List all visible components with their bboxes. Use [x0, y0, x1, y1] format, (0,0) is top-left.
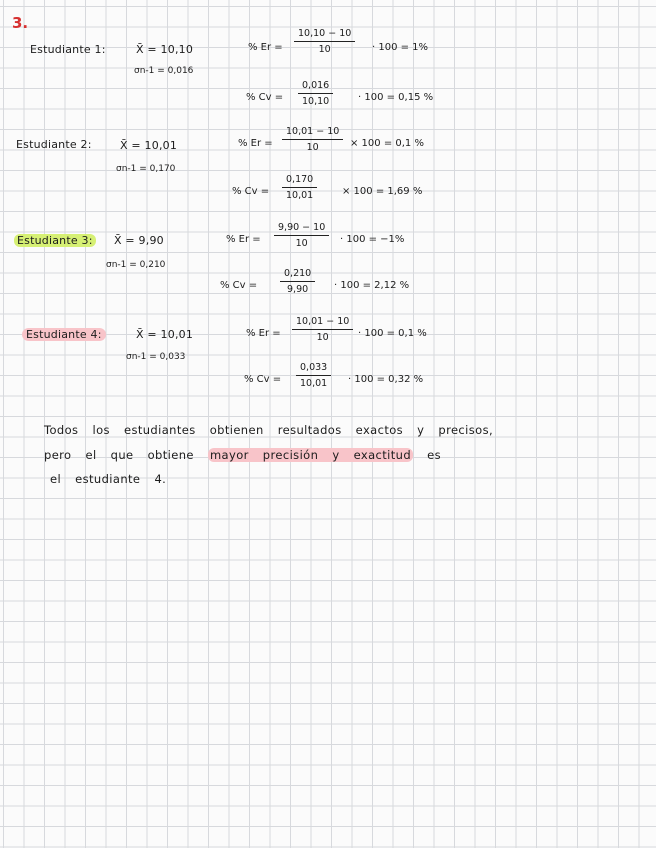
student-2-cv-numerator: 0,170 [286, 174, 314, 185]
student-3-cv-result: · 100 = 2,12 % [334, 280, 410, 291]
student-4-cv-denominator: 10,01 [300, 378, 328, 389]
student-2-er-numerator: 10,01 − 10 [286, 126, 340, 137]
fraction-bar [280, 281, 315, 282]
student-4-cv-fraction [296, 362, 331, 389]
student-1-cv-prefix: % Cv = [246, 92, 284, 103]
conclusion-line-3: el estudiante 4. [50, 472, 167, 486]
student-3-er-fraction [274, 222, 329, 249]
student-4-label-text: Estudiante 4: [22, 328, 106, 341]
student-4-mean: X̄ = 10,01 [136, 328, 194, 341]
student-3-label-text: Estudiante 3: [14, 234, 96, 247]
student-4-er-fraction [292, 316, 353, 343]
student-1-er-fraction [294, 28, 355, 55]
student-4-cv-prefix: % Cv = [244, 374, 282, 385]
student-4-er-numerator: 10,01 − 10 [296, 316, 350, 327]
student-4-cv-result: · 100 = 0,32 % [348, 374, 424, 385]
student-3-er-prefix: % Er = [226, 234, 261, 245]
student-1-er-prefix: % Er = [248, 42, 283, 53]
student-2-er-denominator: 10 [306, 142, 319, 153]
student-3-er-result: · 100 = −1% [340, 234, 405, 245]
conclusion-line-2-end: es [427, 448, 441, 462]
student-3-mean: X̄ = 9,90 [114, 234, 164, 247]
student-2-cv-result: × 100 = 1,69 % [342, 186, 423, 197]
fraction-bar [274, 235, 329, 236]
student-3-cv-numerator: 0,210 [284, 268, 312, 279]
student-4-sd: σn-1 = 0,033 [126, 352, 186, 362]
student-1-cv-numerator: 0,016 [302, 80, 330, 91]
student-1-cv-result: · 100 = 0,15 % [358, 92, 434, 103]
student-4-cv-numerator: 0,033 [300, 362, 328, 373]
student-3-sd: σn-1 = 0,210 [106, 260, 166, 270]
student-4-label [22, 328, 106, 341]
student-2-sd: σn-1 = 0,170 [116, 164, 176, 174]
student-1-er-numerator: 10,10 − 10 [298, 28, 352, 39]
student-3-label [14, 234, 96, 247]
student-1-sd: σn-1 = 0,016 [134, 66, 194, 76]
student-1-cv-fraction [298, 80, 333, 107]
student-1-label-text: Estudiante 1: [30, 43, 106, 56]
student-3-cv-fraction [280, 268, 315, 295]
student-3-cv-denominator: 9,90 [287, 284, 309, 295]
student-2-cv-fraction [282, 174, 317, 201]
student-2-cv-prefix: % Cv = [232, 186, 270, 197]
student-1-cv-denominator: 10,10 [302, 96, 330, 107]
student-2-er-prefix: % Er = [238, 138, 273, 149]
student-1-mean: X̄ = 10,10 [136, 43, 194, 56]
student-4-er-prefix: % Er = [246, 328, 281, 339]
fraction-bar [298, 93, 333, 94]
student-2-er-result: × 100 = 0,1 % [350, 138, 424, 149]
student-1-label [30, 43, 106, 56]
student-2-mean: X̄ = 10,01 [120, 139, 178, 152]
conclusion-highlight: mayor precisión y exactitud [209, 448, 412, 462]
fraction-bar [282, 187, 317, 188]
conclusion-line-1: Todos los estudiantes obtienen resultados exactos y precisos, [44, 423, 494, 437]
student-1-er-result: · 100 = 1% [372, 42, 429, 53]
student-4-er-denominator: 10 [316, 332, 329, 343]
fraction-bar [294, 41, 355, 42]
student-2-cv-denominator: 10,01 [286, 190, 314, 201]
student-1-er-denominator: 10 [318, 44, 331, 55]
problem-number: 3. [12, 14, 29, 32]
conclusion-line-2-start: pero el que obtiene [44, 448, 194, 462]
student-2-label: Estudiante 2: [16, 138, 92, 151]
fraction-bar [292, 329, 353, 330]
student-4-er-result: · 100 = 0,1 % [358, 328, 427, 339]
student-3-er-numerator: 9,90 − 10 [278, 222, 326, 233]
fraction-bar [282, 139, 343, 140]
student-2-er-fraction [282, 126, 343, 153]
conclusion-line-2 [44, 443, 441, 468]
student-3-cv-prefix: % Cv = [220, 280, 258, 291]
fraction-bar [296, 375, 331, 376]
student-3-er-denominator: 10 [295, 238, 308, 249]
